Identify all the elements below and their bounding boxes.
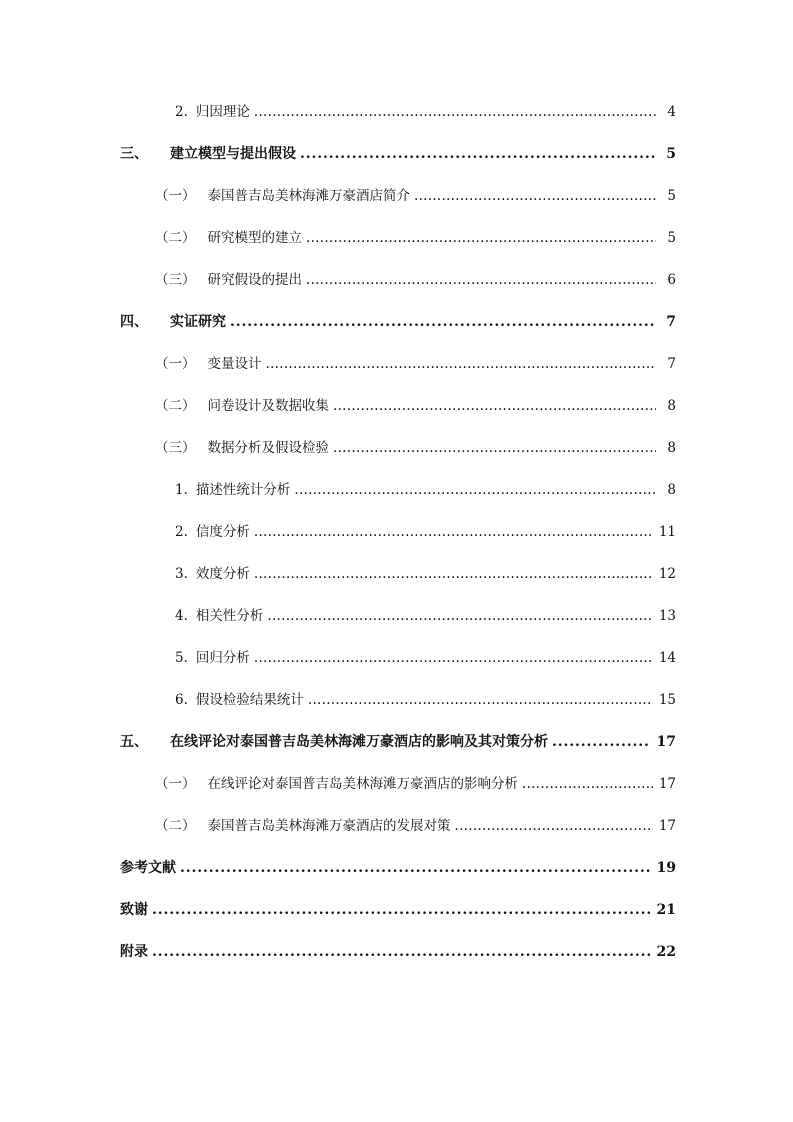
toc-entry-number: 4. — [175, 608, 188, 624]
toc-entry-page-number: 11 — [658, 524, 676, 540]
toc-entry-page-number: 5 — [667, 230, 676, 246]
toc-entry[interactable] — [120, 638, 676, 680]
toc-entry-number: （二） — [155, 818, 196, 834]
dot-leader — [552, 722, 651, 762]
toc-entry-title: 变量设计 — [207, 356, 262, 372]
dot-leader — [266, 344, 657, 384]
toc-entry-number: （一） — [155, 776, 196, 792]
toc-entry-page-number: 8 — [667, 440, 676, 456]
toc-entry-number: （三） — [155, 440, 196, 456]
toc-entry-title: 相关性分析 — [195, 608, 264, 624]
toc-entry-page-number: 8 — [667, 398, 676, 414]
toc-entry[interactable] — [120, 722, 676, 764]
toc-entry-title: 研究假设的提出 — [207, 272, 302, 288]
toc-entry-number: 5. — [175, 650, 188, 666]
toc-entry-title: 假设检验结果统计 — [195, 692, 304, 708]
toc-entry-page-number: 8 — [667, 482, 676, 498]
toc-entry-page-number: 17 — [658, 818, 676, 834]
toc-entry-page-number: 5 — [666, 146, 676, 162]
toc-entry[interactable] — [120, 806, 676, 848]
toc-entry[interactable] — [120, 470, 676, 512]
toc-entry-number: 2. — [175, 104, 188, 120]
toc-entry-title: 建立模型与提出假设 — [170, 146, 296, 162]
dot-leader — [306, 218, 656, 258]
toc-entry-title: 描述性统计分析 — [195, 482, 291, 498]
toc-entry-title: 在线评论对泰国普吉岛美林海滩万豪酒店的影响分析 — [207, 776, 518, 792]
toc-entry[interactable] — [120, 848, 676, 890]
toc-entry[interactable] — [120, 344, 676, 386]
toc-entry-title: 回归分析 — [195, 650, 250, 666]
toc-entry[interactable] — [120, 260, 676, 302]
toc-entry-title: 研究模型的建立 — [207, 230, 302, 246]
toc-entry-page-number: 4 — [667, 104, 676, 120]
dot-leader — [254, 512, 653, 552]
toc-entry-title: 泰国普吉岛美林海滩万豪酒店的发展对策 — [207, 818, 451, 834]
toc-entry-title: 效度分析 — [195, 566, 250, 582]
dot-leader — [522, 764, 653, 804]
toc-entry-number: 四、 — [120, 314, 148, 330]
toc-entry-page-number: 15 — [658, 692, 676, 708]
dot-leader — [152, 932, 651, 972]
toc-entry[interactable] — [120, 932, 676, 974]
toc-entry-title: 参考文献 — [120, 860, 176, 876]
toc-entry[interactable] — [120, 764, 676, 806]
dot-leader — [308, 680, 653, 720]
toc-entry-title: 实证研究 — [170, 314, 226, 330]
dot-leader — [254, 638, 653, 678]
toc-entry[interactable] — [120, 92, 676, 134]
toc-entry-page-number: 17 — [658, 776, 676, 792]
toc-entry-page-number: 22 — [656, 944, 676, 960]
toc-entry-number: （一） — [155, 188, 196, 204]
toc-entry[interactable] — [120, 512, 676, 554]
dot-leader — [333, 386, 656, 426]
toc-entry[interactable] — [120, 890, 676, 932]
toc-entry[interactable] — [120, 176, 676, 218]
toc-entry-number: 五、 — [120, 734, 148, 750]
toc-entry-title: 附录 — [120, 944, 148, 960]
dot-leader — [267, 596, 652, 636]
toc-entry-number: 1. — [175, 482, 188, 498]
toc-entry-page-number: 13 — [658, 608, 676, 624]
toc-entry-title: 泰国普吉岛美林海滩万豪酒店简介 — [207, 188, 410, 204]
toc-entry-page-number: 12 — [658, 566, 676, 582]
toc-entry-page-number: 7 — [667, 356, 676, 372]
toc-entry-number: （二） — [155, 230, 196, 246]
toc-entry[interactable] — [120, 680, 676, 722]
toc-entry-number: 三、 — [120, 146, 148, 162]
dot-leader — [254, 92, 656, 132]
toc-entry[interactable] — [120, 596, 676, 638]
toc-entry-title: 归因理论 — [195, 104, 250, 120]
toc-entry-page-number: 17 — [656, 734, 676, 750]
dot-leader — [230, 302, 656, 342]
dot-leader — [455, 806, 653, 846]
toc-entry-page-number: 5 — [667, 188, 676, 204]
toc-entry-page-number: 21 — [656, 902, 676, 918]
toc-entry-page-number: 7 — [666, 314, 676, 330]
toc-entry[interactable] — [120, 218, 676, 260]
dot-leader — [152, 890, 651, 930]
toc-entry-number: （一） — [155, 356, 196, 372]
toc-entry-title: 数据分析及假设检验 — [207, 440, 329, 456]
toc-entry-title: 在线评论对泰国普吉岛美林海滩万豪酒店的影响及其对策分析 — [170, 734, 548, 750]
table-of-contents — [120, 92, 676, 974]
dot-leader — [180, 848, 651, 888]
toc-entry-number: 3. — [175, 566, 188, 582]
dot-leader — [294, 470, 656, 510]
dot-leader — [333, 428, 656, 468]
toc-entry-title: 致谢 — [120, 902, 148, 918]
toc-entry-number: 2. — [175, 524, 188, 540]
toc-entry-title: 问卷设计及数据收集 — [207, 398, 329, 414]
dot-leader — [254, 554, 653, 594]
toc-entry-number: 6. — [175, 692, 188, 708]
dot-leader — [414, 176, 656, 216]
toc-entry[interactable] — [120, 428, 676, 470]
dot-leader — [300, 134, 656, 174]
toc-entry-number: （二） — [155, 398, 196, 414]
toc-entry-page-number: 19 — [656, 860, 676, 876]
dot-leader — [306, 260, 656, 300]
toc-entry[interactable] — [120, 554, 676, 596]
toc-entry[interactable] — [120, 386, 676, 428]
toc-entry-page-number: 6 — [667, 272, 676, 288]
toc-entry[interactable] — [120, 134, 676, 176]
toc-entry[interactable] — [120, 302, 676, 344]
toc-entry-title: 信度分析 — [195, 524, 250, 540]
toc-entry-number: （三） — [155, 272, 196, 288]
toc-entry-page-number: 14 — [658, 650, 676, 666]
